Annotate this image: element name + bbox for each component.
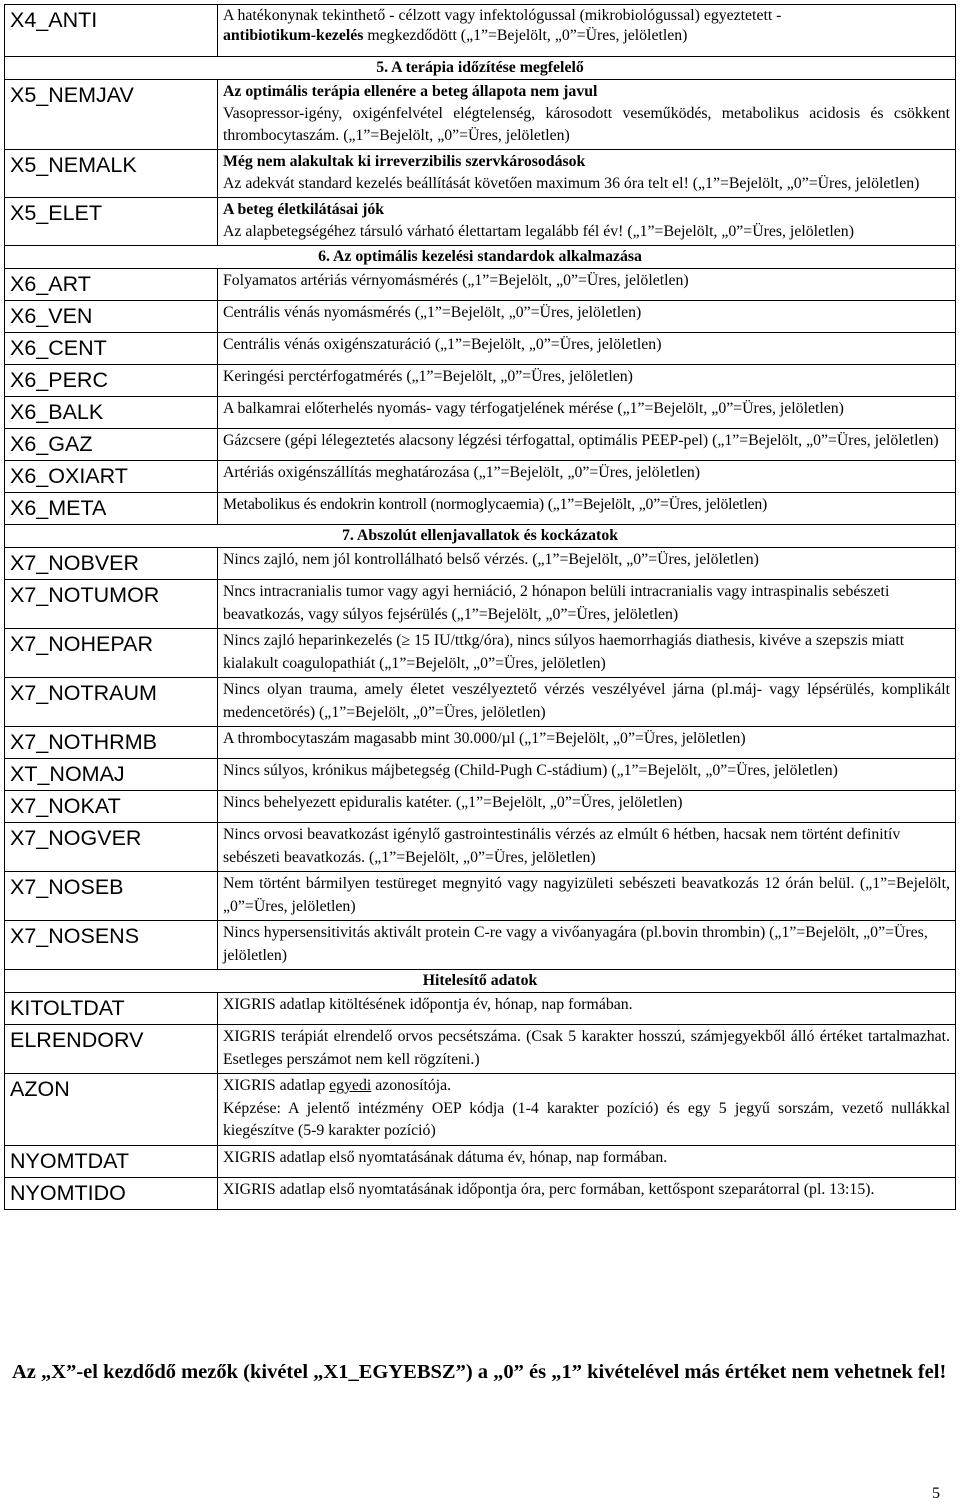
table-row	[5, 1177, 956, 1209]
field-code: X6_CENT	[5, 333, 218, 365]
field-description: XIGRIS terápiát elrendelő orvos pecsétszáma. (Csak 5 karakter hosszú, számjegyekből álló értéket tartalmazhat. Esetleges perszámot nem kell rögzíteni.)	[218, 1025, 956, 1074]
field-code: X7_NOTUMOR	[5, 580, 218, 629]
table-row	[5, 1145, 956, 1177]
section-heading: 5. A terápia időzítése megfelelő	[5, 57, 956, 80]
description-text-part: azonosítója.	[371, 1077, 452, 1094]
field-description: Nincs zajló heparinkezelés (≥ 15 IU/ttkg/óra), nincs súlyos haemorrhagiás diathesis, kivéve a szepszis miatt kialakult coagulopathiát („1”=Bejelölt, „0”=Üres, jelöletlen)	[218, 629, 956, 678]
field-code: X5_NEMJAV	[5, 80, 218, 150]
field-description: Keringési perctérfogatmérés („1”=Bejelölt, „0”=Üres, jelöletlen)	[218, 365, 956, 397]
description-text: Képzése: A jelentő intézmény OEP kódja (1-4 karakter pozíció) és egy 5 jegyű sorszám, vezető nullákkal kiegészítve (5-9 karakter pozíció)	[223, 1099, 950, 1139]
field-description: Nncs intracranialis tumor vagy agyi herniáció, 2 hónapon belüli intracranialis vagy intraspinalis sebészeti beavatkozás, vagy súlyos fejsérülés („1”=Bejelölt, „0”=Üres, jelöletlen)	[218, 580, 956, 629]
field-description: Gázcsere (gépi lélegeztetés alacsony légzési térfogattal, optimális PEEP-pel) („1”=Bejelölt, „0”=Üres, jelöletlen)	[218, 429, 956, 461]
field-description: Nincs súlyos, krónikus májbetegség (Child-Pugh C-stádium) („1”=Bejelölt, „0”=Üres, jelöletlen)	[218, 759, 956, 791]
field-description: XIGRIS adatlap első nyomtatásának dátuma év, hónap, nap formában.	[218, 1145, 956, 1177]
field-code: X6_META	[5, 493, 218, 525]
description-text	[223, 1075, 950, 1098]
field-code: X7_NOHEPAR	[5, 629, 218, 678]
field-code: X5_ELET	[5, 198, 218, 246]
field-code: X4_ANTI	[5, 5, 218, 57]
table-row	[5, 365, 956, 397]
field-code: X6_ART	[5, 269, 218, 301]
field-description: Artériás oxigénszállítás meghatározása („1”=Bejelölt, „0”=Üres, jelöletlen)	[218, 461, 956, 493]
table-row	[5, 993, 956, 1025]
field-description	[218, 198, 956, 246]
field-description	[218, 5, 956, 57]
table-row	[5, 823, 956, 872]
table-row	[5, 580, 956, 629]
field-code: XT_NOMAJ	[5, 759, 218, 791]
field-description: A balkamrai előterhelés nyomás- vagy térfogatjelének mérése („1”=Bejelölt, „0”=Üres, jelöletlen)	[218, 397, 956, 429]
field-description	[218, 150, 956, 198]
field-code: X7_NOSEB	[5, 872, 218, 921]
table-row	[5, 759, 956, 791]
field-description: Nincs zajló, nem jól kontrollálható belső vérzés. („1”=Bejelölt, „0”=Üres, jelöletlen)	[218, 548, 956, 580]
table-row	[5, 150, 956, 198]
description-text: Az adekvát standard kezelés beállítását követően maximum 36 óra telt el! („1”=Bejelölt, „0”=Üres, jelöletlen)	[223, 175, 920, 192]
table-row	[5, 198, 956, 246]
field-code: X6_BALK	[5, 397, 218, 429]
section-header-row	[5, 525, 956, 548]
table-row	[5, 80, 956, 150]
field-code: X6_PERC	[5, 365, 218, 397]
field-description: Nincs olyan trauma, amely életet veszélyeztető vérzés veszélyével járna (pl.máj- vagy lépsérülés, komplikált medencetörés) („1”=Bejelölt, „0”=Üres, jelöletlen)	[218, 678, 956, 727]
section-header-row	[5, 57, 956, 80]
field-description: A thrombocytaszám magasabb mint 30.000/µl („1”=Bejelölt, „0”=Üres, jelöletlen)	[218, 727, 956, 759]
table-row	[5, 629, 956, 678]
section-heading: 7. Abszolút ellenjavallatok és kockázatok	[5, 525, 956, 548]
field-code: X6_VEN	[5, 301, 218, 333]
field-code: X5_NEMALK	[5, 150, 218, 198]
field-description: Nincs orvosi beavatkozást igénylő gastrointestinális vérzés az elmúlt 6 hétben, hacsak nem történt definitív sebészeti beavatkozás. („1”=Bejelölt, „0”=Üres, jelöletlen)	[218, 823, 956, 872]
field-description: XIGRIS adatlap első nyomtatásának időpontja óra, perc formában, kettőspont szeparátorral (pl. 13:15).	[218, 1177, 956, 1209]
description-heading: Még nem alakultak ki irreverzibilis szervkárosodások	[223, 153, 586, 170]
field-description: Nincs hypersensitivitás aktivált protein C-re vagy a vivőanyagára (pl.bovin thrombin) („1”=Bejelölt, „0”=Üres, jelöletlen)	[218, 921, 956, 970]
table-row	[5, 678, 956, 727]
field-description: Nincs behelyezett epiduralis katéter. („1”=Bejelölt, „0”=Üres, jelöletlen)	[218, 791, 956, 823]
description-text: Az alapbetegségéhez társuló várható élettartam legalább fél év! („1”=Bejelölt, „0”=Üres, jelöletlen)	[223, 223, 854, 240]
field-code: X7_NOKAT	[5, 791, 218, 823]
page-number: 5	[932, 1485, 940, 1502]
field-code: X6_OXIART	[5, 461, 218, 493]
description-heading: Az optimális terápia ellenére a beteg állapota nem javul	[223, 83, 598, 100]
description-text: Vasopressor-igény, oxigénfelvétel elégtelenség, károsodott veseműködés, metabolikus acidosis és csökkent thrombocytaszám. („1”=Bejelölt, „0”=Üres, jelöletlen)	[223, 105, 950, 144]
description-text: megkezdődött („1”=Bejelölt, „0”=Üres, jelöletlen)	[363, 27, 688, 44]
field-description: Metabolikus és endokrin kontroll (normoglycaemia) („1”=Bejelölt, „0”=Üres, jelöletlen)	[218, 493, 956, 525]
description-heading: A beteg életkilátásai jók	[223, 201, 385, 218]
table-row	[5, 461, 956, 493]
table-row	[5, 5, 956, 57]
field-description: Centrális vénás oxigénszaturáció („1”=Bejelölt, „0”=Üres, jelöletlen)	[218, 333, 956, 365]
field-code: X7_NOSENS	[5, 921, 218, 970]
field-code: NYOMTIDO	[5, 1177, 218, 1209]
field-code: AZON	[5, 1074, 218, 1146]
table-row	[5, 548, 956, 580]
section-heading: Hitelesítő adatok	[5, 970, 956, 993]
table-row	[5, 269, 956, 301]
field-code: X7_NOBVER	[5, 548, 218, 580]
field-description: Centrális vénás nyomásmérés („1”=Bejelölt, „0”=Üres, jelöletlen)	[218, 301, 956, 333]
table-row	[5, 301, 956, 333]
table-row	[5, 493, 956, 525]
description-underlined: egyedi	[329, 1077, 372, 1094]
table-row	[5, 791, 956, 823]
table-row	[5, 872, 956, 921]
section-heading: 6. Az optimális kezelési standardok alkalmazása	[5, 246, 956, 269]
field-code: X7_NOTHRMB	[5, 727, 218, 759]
field-description: Folyamatos artériás vérnyomásmérés („1”=Bejelölt, „0”=Üres, jelöletlen)	[218, 269, 956, 301]
section-header-row	[5, 246, 956, 269]
table-row	[5, 429, 956, 461]
field-code: ELRENDORV	[5, 1025, 218, 1074]
field-definition-table	[4, 4, 956, 1210]
field-description: Nem történt bármilyen testüreget megnyitó vagy nagyizületi sebészeti beavatkozás 12 órán belül. („1”=Bejelölt, „0”=Üres, jelöletlen)	[218, 872, 956, 921]
table-row	[5, 1074, 956, 1146]
field-code: NYOMTDAT	[5, 1145, 218, 1177]
field-description: XIGRIS adatlap kitöltésének időpontja év, hónap, nap formában.	[218, 993, 956, 1025]
table-row	[5, 921, 956, 970]
field-code: X7_NOTRAUM	[5, 678, 218, 727]
description-text: A hatékonynak tekinthető - célzott vagy infektológussal (mikrobiológussal) egyeztetett -	[223, 7, 782, 24]
section-header-row	[5, 970, 956, 993]
field-code: X6_GAZ	[5, 429, 218, 461]
table-row	[5, 1025, 956, 1074]
field-code: X7_NOGVER	[5, 823, 218, 872]
field-description	[218, 80, 956, 150]
field-description	[218, 1074, 956, 1146]
table-row	[5, 727, 956, 759]
description-bold: antibiotikum-kezelés	[223, 27, 364, 44]
table-row	[5, 397, 956, 429]
table-row	[5, 333, 956, 365]
footnote-warning: Az „X”-el kezdődő mezők (kivétel „X1_EGYEBSZ”) a „0” és „1” kivételével más értéket nem vehetnek fel!	[12, 1361, 947, 1383]
description-text-part: XIGRIS adatlap	[223, 1077, 330, 1094]
field-code: KITOLTDAT	[5, 993, 218, 1025]
